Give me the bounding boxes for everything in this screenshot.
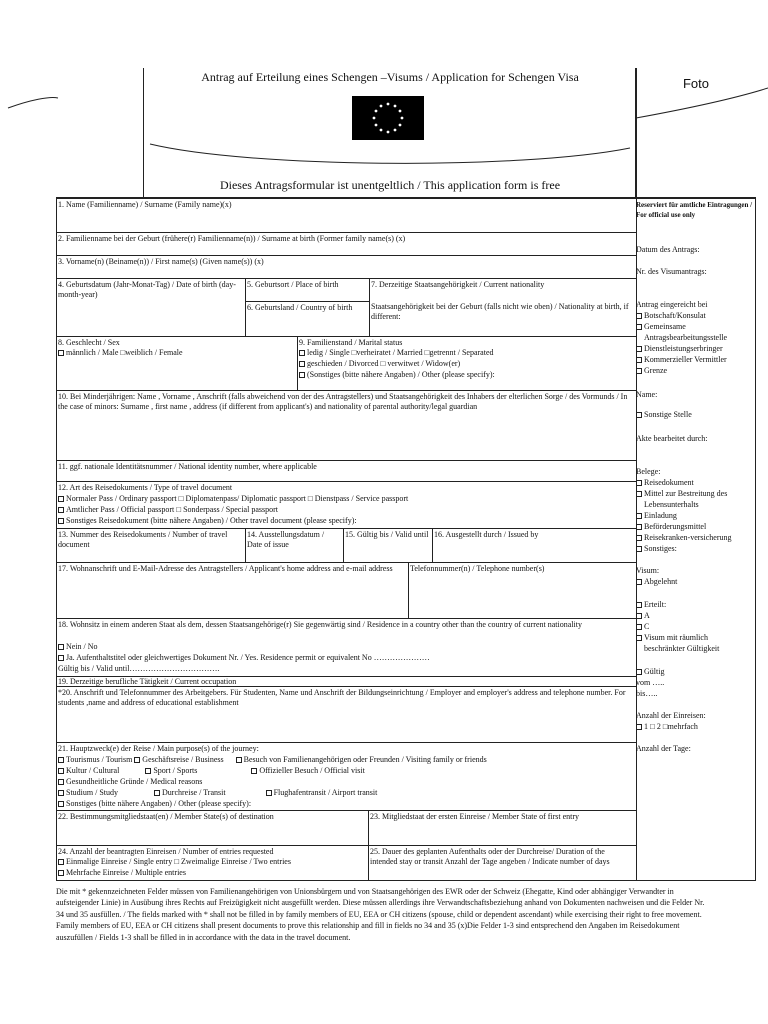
purpose-sports: Sport / Sports <box>153 766 198 775</box>
row-line <box>56 336 636 337</box>
checkbox[interactable] <box>636 635 642 641</box>
checkbox[interactable] <box>251 768 257 774</box>
field-sex: 8. Geschlecht / Sex <box>58 338 120 347</box>
checkbox[interactable] <box>154 790 160 796</box>
sidebar-service[interactable] <box>636 344 756 354</box>
field-home-address[interactable]: 17. Wohnanschrift und E-Mail-Adresse des Antragstellers / Applicant's home address and e-mail address <box>58 564 393 573</box>
checkbox[interactable] <box>636 324 642 330</box>
sex-options-label: männlich / Male □weiblich / Female <box>66 348 183 357</box>
purpose-family: Besuch von Familienangehörigen oder Freunden / Visiting family or friends <box>243 755 487 764</box>
row-line <box>56 810 636 811</box>
field-place-of-birth[interactable]: 5. Geburtsort / Place of birth <box>247 280 339 289</box>
checkbox[interactable] <box>58 655 64 661</box>
field-employer[interactable]: *20. Anschrift und Telefonnummer des Arbeitgebers. Für Studenten, Name und Anschrift der Bildungseinrichtung / Employer and employer's address and telephone number. For students ,name and address of educational establishment <box>58 688 626 707</box>
sidebar-documents: Belege: <box>636 467 661 476</box>
field-surname[interactable]: 1. Name (Familienname) / Surname (Family name)(x) <box>58 200 232 209</box>
sidebar-transport-label: Beförderungsmittel <box>644 522 707 531</box>
sidebar-common[interactable] <box>636 322 756 332</box>
field-sex-options[interactable] <box>58 348 294 358</box>
sidebar-entries-options[interactable] <box>636 722 756 732</box>
field-date-of-issue[interactable]: 14. Ausstellungsdatum / Date of issue <box>247 530 325 549</box>
sidebar-means[interactable] <box>636 489 756 499</box>
travel-doc-line-3-label: Sonstiges Reisedokument (bitte nähere Angaben) / Other travel document (please specify): <box>66 516 357 525</box>
residence-no-label: Nein / No <box>66 642 98 651</box>
purpose-row-1[interactable] <box>58 755 632 765</box>
sidebar-submitted: Antrag eingereicht bei <box>636 300 708 309</box>
sidebar-invitation[interactable] <box>636 511 756 521</box>
field-national-id[interactable]: 11. ggf. nationale Identitätsnummer / National identity number, where applicable <box>58 462 317 471</box>
field-valid-until[interactable]: 15. Gültig bis / Valid until <box>345 530 429 539</box>
sidebar-means-label: Mittel zur Bestreitung des <box>644 489 728 498</box>
checkbox[interactable] <box>636 724 642 730</box>
sidebar-ltv-label: Visum mit räumlich <box>644 633 708 642</box>
residence-valid-until[interactable]: Gültig bis / Valid until……………………………. <box>58 664 220 673</box>
travel-doc-line-2-label: Amtlicher Pass / Official passport □ Sonderpass / Special passport <box>66 505 278 514</box>
residence-yes-label: Ja. Aufenthaltstitel oder gleichwertiges Dokument Nr. / Yes. Residence permit or equivalent No ………………… <box>66 653 430 662</box>
checkbox[interactable] <box>636 602 642 608</box>
purpose-row-4[interactable] <box>58 788 632 798</box>
sidebar-valid[interactable] <box>636 667 756 677</box>
sidebar-border[interactable] <box>636 366 756 376</box>
sidebar-service-label: Dienstleistungserbringer <box>644 344 723 353</box>
checkbox[interactable] <box>636 346 642 352</box>
sidebar-means-2: Lebensunterhalts <box>644 500 699 509</box>
sidebar-valid-from: vom ….. <box>636 678 665 687</box>
travel-doc-line-1-label: Normaler Pass / Ordinary passport □ Diplomatenpass/ Diplomatic passport □ Dienstpass / Service passport <box>66 494 409 503</box>
checkbox[interactable] <box>58 870 64 876</box>
sidebar-commercial-label: Kommerzieller Vermittler <box>644 355 727 364</box>
col-line <box>297 336 298 390</box>
checkbox[interactable] <box>58 644 64 650</box>
checkbox[interactable] <box>58 790 64 796</box>
checkbox[interactable] <box>236 757 242 763</box>
sidebar-name: Name: <box>636 390 658 399</box>
purpose-study: Studium / Study <box>66 788 119 797</box>
row-line <box>56 562 636 563</box>
col-line <box>368 810 369 881</box>
sidebar-insurance-label: Reisekranken-versicherung <box>644 533 732 542</box>
field-first-name[interactable]: 3. Vorname(n) (Beiname(n)) / First name(s) (Given name(s)) (x) <box>58 257 264 266</box>
travel-doc-line-3[interactable] <box>58 516 632 526</box>
sidebar-ltv[interactable] <box>636 633 756 643</box>
field-nationality-at-birth[interactable]: Staatsangehörigkeit bei der Geburt (falls nicht wie oben) / Nationality at birth, if different: <box>371 302 629 321</box>
checkbox[interactable] <box>58 779 64 785</box>
entries-line-1-label: Einmalige Einreise / Single entry □ Zweimalige Einreise / Two entries <box>66 857 291 866</box>
entries-line-2[interactable] <box>58 868 366 878</box>
free-note: Dieses Antragsformular ist unentgeltlich / This application form is free <box>219 178 561 192</box>
sidebar-issued-label: Erteilt: <box>644 600 667 609</box>
row-line <box>56 618 636 619</box>
marital-line-2-label: geschieden / Divorced □ verwitwet / Widow(er) <box>307 359 461 368</box>
purpose-row-2[interactable] <box>58 766 632 776</box>
field-date-of-birth[interactable]: 4. Geburtsdatum (Jahr-Monat-Tag) / Date of birth (day-month-year) <box>58 280 236 299</box>
marital-line-3-label: (Sonstiges (bitte nähere Angaben) / Other (please specify): <box>307 370 495 379</box>
field-travel-doc-type: 12. Art des Reisedokuments / Type of travel document <box>58 483 233 492</box>
row-line <box>56 481 636 482</box>
footnote: Die mit * gekennzeichneten Felder müssen von Familienangehörigen von Unionsbürgern und von Staatsangehörigen des EWR oder der Schweiz (Ehegatte, Kind oder abhängiger Verwandter in aufsteigender Linie) in Ausübung ihres Rechts auf Freizügigkeit nicht ausgefüllt werden. Diese müssen allerdings ihre Verwandtschaftsbeziehung anhand von Dokumenten nachweisen und die Felder Nr. 34 und 35 ausfüllen. / The fields marked with * shall not be filled in by family members of EU, EEA or CH citizens (spouse, child or dependent ascendant) while exercising their right to free movement. Family members of EU, EEA or CH citizens shall present documents to prove this relationship and fill in fields no 34 and 35 (x)Die Felder 1-3 sind entsprechend den Angaben im Reisedokument auszufüllen / Fields 1-3 shall be filled in in accordance with the data in the travel document. <box>56 887 705 942</box>
sidebar-entries-options-label: 1 □ 2 □mehrfach <box>644 722 698 731</box>
field-purpose: 21. Hauptzweck(e) der Reise / Main purpose(s) of the journey: <box>58 744 259 753</box>
field-occupation[interactable]: 19. Derzeitige berufliche Tätigkeit / Current occupation <box>58 677 237 686</box>
field-duration[interactable]: 25. Dauer des geplanten Aufenthalts oder der Durchreise/ Duration of the intended stay or transit Anzahl der Tage angeben / Indicate number of days <box>370 847 610 866</box>
col-line <box>245 278 246 336</box>
checkbox[interactable] <box>58 801 64 807</box>
purpose-official: Offizieller Besuch / Official visit <box>259 766 365 775</box>
checkbox[interactable] <box>636 546 642 552</box>
purpose-airport-transit: Flughafentransit / Airport transit <box>273 788 378 797</box>
row-line <box>56 390 636 391</box>
col-line <box>408 562 409 618</box>
residence-no[interactable] <box>58 642 632 652</box>
field-marital-status: 9. Familienstand / Marital status <box>299 338 403 347</box>
sidebar-valid-label: Gültig <box>644 667 665 676</box>
row-line <box>56 460 636 461</box>
checkbox[interactable] <box>58 518 64 524</box>
row-line <box>56 255 636 256</box>
field-minors-guardian[interactable]: 10. Bei Minderjährigen: Name , Vorname , Anschrift (falls abweichend von der des Antragstellers) und Staatsangehörigkeit des Inhabers der elterlichen Sorge / des Vormunds / In the case of minors: Surname , first name , address (if different from applicant's) and nationality of parental authority/legal guardian <box>58 392 628 411</box>
purpose-row-5[interactable] <box>58 799 632 809</box>
checkbox[interactable] <box>636 613 642 619</box>
field-telephone[interactable]: Telefonnummer(n) / Telephone number(s) <box>410 564 545 573</box>
checkbox[interactable] <box>58 350 64 356</box>
checkbox[interactable] <box>636 313 642 319</box>
field-first-entry-state[interactable]: 23. Mitgliedstaat der ersten Einreise / Member State of first entry <box>370 812 580 821</box>
marital-line-2[interactable] <box>299 359 633 369</box>
entries-line-2-label: Mehrfache Einreise / Multiple entries <box>66 868 186 877</box>
sidebar-common-label: Gemeinsame <box>644 322 686 331</box>
sidebar-number: Nr. des Visumantrags: <box>636 267 707 276</box>
marital-line-1[interactable] <box>299 348 633 358</box>
field-country-of-birth[interactable]: 6. Geburtsland / Country of birth <box>247 303 353 312</box>
residence-yes[interactable] <box>58 653 632 663</box>
field-residence: 18. Wohnsitz in einem anderen Staat als dem, dessen Staatsangehörige(r) Sie gegenwärtig sind / Residence in a country other than the country of current nationality <box>58 620 582 629</box>
row-line <box>56 278 636 279</box>
checkbox[interactable] <box>145 768 151 774</box>
checkbox[interactable] <box>134 757 140 763</box>
sidebar-visa-a-label: A <box>644 611 650 620</box>
checkbox[interactable] <box>58 507 64 513</box>
sidebar-visa-a[interactable] <box>636 611 756 621</box>
travel-doc-line-2[interactable] <box>58 505 632 515</box>
sidebar-border-label: Grenze <box>644 366 668 375</box>
checkbox[interactable] <box>299 372 305 378</box>
sidebar-travel-doc-label: Reisedokument <box>644 478 694 487</box>
sidebar-date: Datum des Antrags: <box>636 245 700 254</box>
field-current-nationality[interactable]: 7. Derzeitige Staatsangehörigkeit / Current nationality <box>371 280 545 289</box>
row-line <box>245 301 369 302</box>
marital-line-1-label: ledig / Single □verheiratet / Married □getrennt / Separated <box>307 348 494 357</box>
sidebar-processed-by: Akte bearbeitet durch: <box>636 434 708 443</box>
checkbox[interactable] <box>58 757 64 763</box>
sidebar-embassy[interactable] <box>636 311 756 321</box>
sidebar-visa: Visum: <box>636 566 660 575</box>
sidebar-days: Anzahl der Tage: <box>636 744 691 753</box>
sidebar-valid-to: bis….. <box>636 689 658 698</box>
sidebar-ltv-2: beschränkter Gültigkeit <box>644 644 720 653</box>
checkbox[interactable] <box>58 859 64 865</box>
official-use-heading: Reserviert für amtliche Eintragungen / For official use only <box>636 201 753 219</box>
sidebar-common-2: Antragsbearbeitungsstelle <box>644 333 728 342</box>
purpose-other: Sonstiges (bitte nähere Angaben) / Other (please specify): <box>66 799 252 808</box>
sidebar-entries: Anzahl der Einreisen: <box>636 711 706 720</box>
col-line <box>369 278 370 336</box>
checkbox[interactable] <box>636 513 642 519</box>
checkbox[interactable] <box>636 368 642 374</box>
checkbox[interactable] <box>266 790 272 796</box>
sidebar-other-office[interactable] <box>636 410 756 420</box>
sidebar-visa-c-label: C <box>644 622 650 631</box>
field-issued-by[interactable]: 16. Ausgestellt durch / Issued by <box>434 530 539 539</box>
photo-label: Foto <box>682 76 709 91</box>
row-line <box>56 232 636 233</box>
sidebar-embassy-label: Botschaft/Konsulat <box>644 311 706 320</box>
checkbox[interactable] <box>299 350 305 356</box>
header-left-cell <box>56 68 144 198</box>
purpose-transit: Durchreise / Transit <box>162 788 226 797</box>
field-surname-at-birth[interactable]: 2. Familienname bei der Geburt (frühere(r) Familienname(n)) / Surname at birth (Former family name(s) (x) <box>58 234 406 243</box>
field-number-of-entries: 24. Anzahl der beantragten Einreisen / Number of entries requested <box>58 847 274 856</box>
purpose-cultural: Kultur / Cultural <box>66 766 120 775</box>
checkbox[interactable] <box>636 624 642 630</box>
row-line <box>56 742 636 743</box>
checkbox[interactable] <box>636 491 642 497</box>
checkbox[interactable] <box>58 768 64 774</box>
checkbox[interactable] <box>636 357 642 363</box>
checkbox[interactable] <box>636 535 642 541</box>
checkbox[interactable] <box>636 669 642 675</box>
col-line <box>343 528 344 562</box>
sidebar-refused[interactable] <box>636 577 756 587</box>
purpose-medical: Gesundheitliche Gründe / Medical reasons <box>66 777 203 786</box>
sidebar-misc[interactable] <box>636 544 756 554</box>
field-destination-states[interactable]: 22. Bestimmungsmitgliedstaat(en) / Member State(s) of destination <box>58 812 274 821</box>
sidebar-transport[interactable] <box>636 522 756 532</box>
marital-line-3[interactable] <box>299 370 633 380</box>
col-line <box>245 528 246 562</box>
entries-line-1[interactable] <box>58 857 366 867</box>
checkbox[interactable] <box>636 412 642 418</box>
purpose-row-3[interactable] <box>58 777 632 787</box>
form-title: Antrag auf Erteilung eines Schengen –Visums / Application for Schengen Visa <box>201 70 579 84</box>
sidebar-commercial[interactable] <box>636 355 756 365</box>
row-line <box>56 845 636 846</box>
checkbox[interactable] <box>299 361 305 367</box>
field-travel-doc-number[interactable]: 13. Nummer des Reisedokuments / Number of travel document <box>58 530 228 549</box>
sidebar-travel-doc[interactable] <box>636 478 756 488</box>
sidebar-other-office-label: Sonstige Stelle <box>644 410 692 419</box>
sidebar-issued[interactable] <box>636 600 756 610</box>
checkbox[interactable] <box>636 579 642 585</box>
eu-flag-icon <box>352 96 424 140</box>
checkbox[interactable] <box>636 480 642 486</box>
sidebar-refused-label: Abgelehnt <box>644 577 678 586</box>
purpose-business: Geschäftsreise / Business <box>142 755 224 764</box>
sidebar-insurance[interactable] <box>636 533 756 543</box>
sidebar-misc-label: Sonstiges: <box>644 544 677 553</box>
checkbox[interactable] <box>636 524 642 530</box>
sidebar-invitation-label: Einladung <box>644 511 677 520</box>
travel-doc-line-1[interactable] <box>58 494 632 504</box>
checkbox[interactable] <box>58 496 64 502</box>
sidebar-visa-c[interactable] <box>636 622 756 632</box>
row-line <box>56 528 636 529</box>
purpose-tourism: Tourismus / Tourism <box>66 755 133 764</box>
col-line <box>432 528 433 562</box>
